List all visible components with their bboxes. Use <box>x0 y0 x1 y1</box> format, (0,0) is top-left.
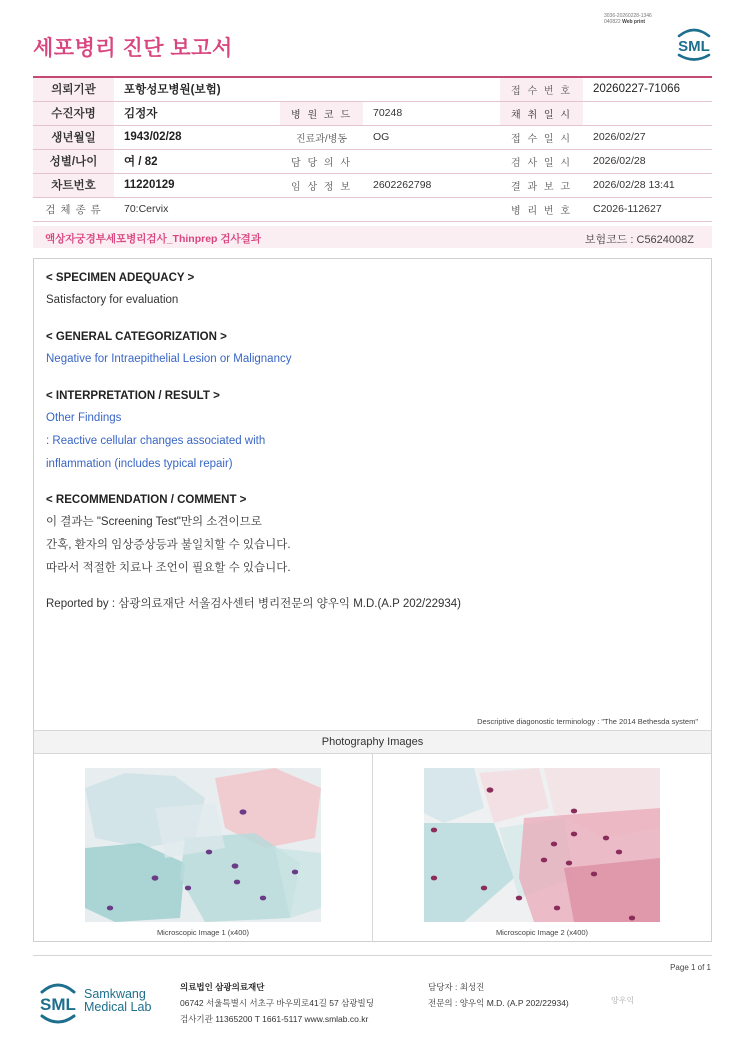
receipt-date-label: 접 수 일 시 <box>500 125 583 149</box>
patient-info-table <box>33 76 712 222</box>
recommendation-line2: 간혹, 환자의 임상증상등과 불일치할 수 있습니다. <box>46 539 291 551</box>
adequacy-text: Satisfactory for evaluation <box>46 294 179 306</box>
patient-name-label: 수진자명 <box>33 101 114 125</box>
document-id-line2: 040822 <box>604 19 621 25</box>
microscopic-image-1 <box>85 768 321 922</box>
info-row <box>33 173 712 197</box>
interpretation-line3: inflammation (includes typical repair) <box>46 458 233 470</box>
collect-date-label: 채 취 일 시 <box>500 101 583 125</box>
interpretation-heading: < INTERPRETATION / RESULT > <box>46 390 220 402</box>
microscopic-image-1-caption: Microscopic Image 1 (x400) <box>156 928 250 937</box>
recommendation-line1: 이 결과는 "Screening Test"만의 소견이므로 <box>46 516 262 528</box>
test-date-label: 검 사 일 시 <box>500 149 583 173</box>
sml-logo-top <box>673 26 715 62</box>
adequacy-heading: < SPECIMEN ADEQUACY > <box>46 272 195 284</box>
pathology-no-value: C2026-112627 <box>583 197 712 221</box>
receipt-no-value: 20260227-71066 <box>583 77 712 101</box>
specimen-type-label: 검 체 종 류 <box>33 197 114 221</box>
birth-date-label: 생년월일 <box>33 125 114 149</box>
page-number: Page 1 of 1 <box>670 963 711 972</box>
logo-text: SML <box>678 38 710 55</box>
category-heading: < GENERAL CATEGORIZATION > <box>46 331 227 343</box>
document-id <box>604 13 652 25</box>
insurance-code: 보험코드 : C5624008Z <box>584 234 694 246</box>
sex-age-value: 여 / 82 <box>114 149 280 173</box>
footer-divider <box>33 955 712 956</box>
empty-cell <box>280 197 363 221</box>
photo-divider <box>372 754 373 942</box>
footer-org-info <box>180 979 374 1027</box>
signature: 양우익 <box>611 996 635 1005</box>
pathology-no-label: 병 리 번 호 <box>500 197 583 221</box>
test-title-bar <box>33 226 712 248</box>
document-id-line1: 3036-20260228-1346 <box>604 13 652 19</box>
doctor-label: 담 당 의 사 <box>280 149 363 173</box>
info-row <box>33 125 712 149</box>
lab-name-line1: Samkwang <box>84 987 146 1001</box>
microscopic-image-2-caption: Microscopic Image 2 (x400) <box>495 928 589 937</box>
org-address: 06742 서울특별시 서초구 바우뫼로41길 57 삼광빌딩 <box>180 998 374 1008</box>
microscopic-image-2 <box>424 768 660 922</box>
manager-name: 담당자 : 최성진 <box>428 982 485 992</box>
clinical-info-value: 2602262798 <box>363 173 500 197</box>
report-date-value: 2026/02/28 13:41 <box>583 173 712 197</box>
patient-name-value: 김정자 <box>114 101 280 125</box>
chart-no-value: 11220129 <box>114 173 280 197</box>
clinical-info-label: 임 상 정 보 <box>280 173 363 197</box>
info-row <box>33 101 712 125</box>
org-contact: 검사기관 11365200 T 1661-5117 www.smlab.co.kr <box>180 1014 369 1024</box>
footer-staff-info <box>428 979 569 1011</box>
category-text: Negative for Intraepithelial Lesion or Malignancy <box>46 353 292 365</box>
doctor-value <box>363 149 500 173</box>
empty-cell <box>363 197 500 221</box>
dept-value: OG <box>363 125 500 149</box>
result-panel <box>33 258 712 942</box>
logo-text-bottom: SML <box>40 995 76 1014</box>
page-title: 세포병리 진단 보고서 <box>33 37 233 60</box>
bethesda-note: Descriptive diagonostic terminology : "The 2014 Bethesda system" <box>477 717 698 726</box>
sml-logo-bottom <box>36 980 80 1026</box>
info-row <box>33 77 712 101</box>
dept-label: 진료과/병동 <box>280 125 363 149</box>
hospital-code-label: 병 원 코 드 <box>280 101 363 125</box>
interpretation-line1: Other Findings <box>46 412 122 424</box>
collect-date-value <box>583 101 712 125</box>
receipt-no-label: 접 수 번 호 <box>500 77 583 101</box>
interpretation-line2: : Reactive cellular changes associated with <box>46 435 266 447</box>
info-row <box>33 149 712 173</box>
photo-section-header: Photography Images <box>34 730 711 754</box>
lab-name <box>84 988 151 1014</box>
birth-date-value: 1943/02/28 <box>114 125 280 149</box>
request-org-value: 포항성모병원(보험) <box>114 77 500 101</box>
reported-by: Reported by : 삼광의료재단 서울검사센터 병리전문의 양우익 M.D.(A.P 202/22934) <box>46 598 462 610</box>
chart-no-label: 차트번호 <box>33 173 114 197</box>
test-date-value: 2026/02/28 <box>583 149 712 173</box>
receipt-date-value: 2026/02/27 <box>583 125 712 149</box>
web-print-label: Web print <box>622 19 646 25</box>
info-row <box>33 197 712 221</box>
recommendation-line3: 따라서 적절한 치료나 조언이 필요할 수 있습니다. <box>46 562 291 574</box>
request-org-label: 의뢰기관 <box>33 77 114 101</box>
test-name: 액상자궁경부세포병리검사_Thinprep 검사결과 <box>45 233 261 245</box>
specimen-type-value: 70:Cervix <box>114 197 280 221</box>
lab-name-line2: Medical Lab <box>84 1000 152 1014</box>
specialist-name: 전문의 : 양우익 M.D. (A.P 202/22934) <box>428 998 569 1008</box>
report-date-label: 결 과 보 고 <box>500 173 583 197</box>
recommendation-heading: < RECOMMENDATION / COMMENT > <box>46 494 247 506</box>
hospital-code-value: 70248 <box>363 101 500 125</box>
org-name: 의료법인 삼광의료재단 <box>180 982 265 992</box>
sex-age-label: 성별/나이 <box>33 149 114 173</box>
